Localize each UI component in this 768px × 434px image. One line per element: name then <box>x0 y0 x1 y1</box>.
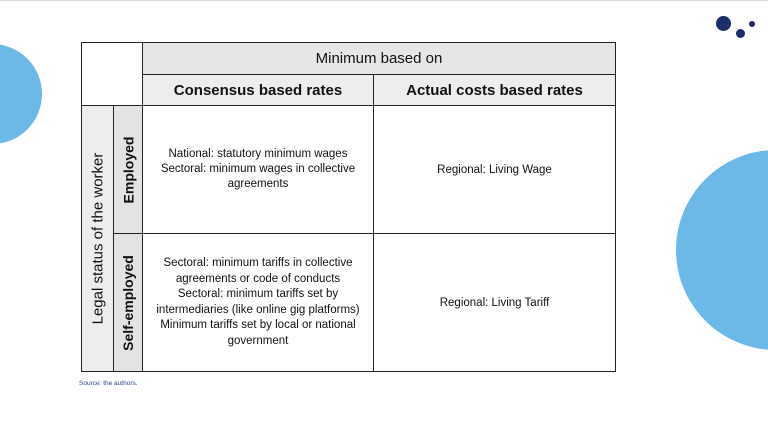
cell-line: National: statutory minimum wages <box>168 148 348 160</box>
cell-line: Sectoral: minimum tariffs set by <box>177 288 339 300</box>
legal-status-label: Legal status of the worker <box>89 152 107 325</box>
top-border <box>0 0 768 1</box>
minimum-rates-table <box>81 42 616 372</box>
cell-employed-consensus <box>142 105 374 234</box>
header-minimum-based-on: Minimum based on <box>142 42 616 75</box>
self-employed-label: Self-employed <box>120 254 137 351</box>
cell-line: government <box>227 334 289 347</box>
decorative-circle-left <box>0 44 42 144</box>
row-header-employed <box>113 105 143 234</box>
cell-line: agreements or code of conducts <box>175 272 341 285</box>
cell-line: intermediaries (like online gig platforms) <box>156 303 360 316</box>
source-note: Source: the authors. <box>79 380 138 387</box>
cell-line: Sectoral: minimum tariffs in collective <box>163 257 353 269</box>
logo-dot-medium <box>736 29 745 38</box>
header-actual-costs-based-rates: Actual costs based rates <box>373 74 616 106</box>
logo-dot-small <box>749 21 755 27</box>
cell-self-employed-consensus <box>142 233 374 372</box>
cell-line: Sectoral: minimum wages in collective <box>160 163 356 175</box>
table-corner-cell <box>81 42 143 106</box>
header-consensus-based-rates: Consensus based rates <box>142 74 374 106</box>
decorative-circle-right <box>676 150 768 350</box>
row-group-legal-status <box>81 105 114 372</box>
cell-employed-actual: Regional: Living Wage <box>373 105 616 234</box>
row-header-self-employed <box>113 233 143 372</box>
cell-line: agreements <box>227 178 289 190</box>
cell-self-employed-actual: Regional: Living Tariff <box>373 233 616 372</box>
logo-dot-large <box>716 16 731 31</box>
cell-line: Minimum tariffs set by local or national <box>160 319 356 331</box>
employed-label: Employed <box>120 136 136 203</box>
